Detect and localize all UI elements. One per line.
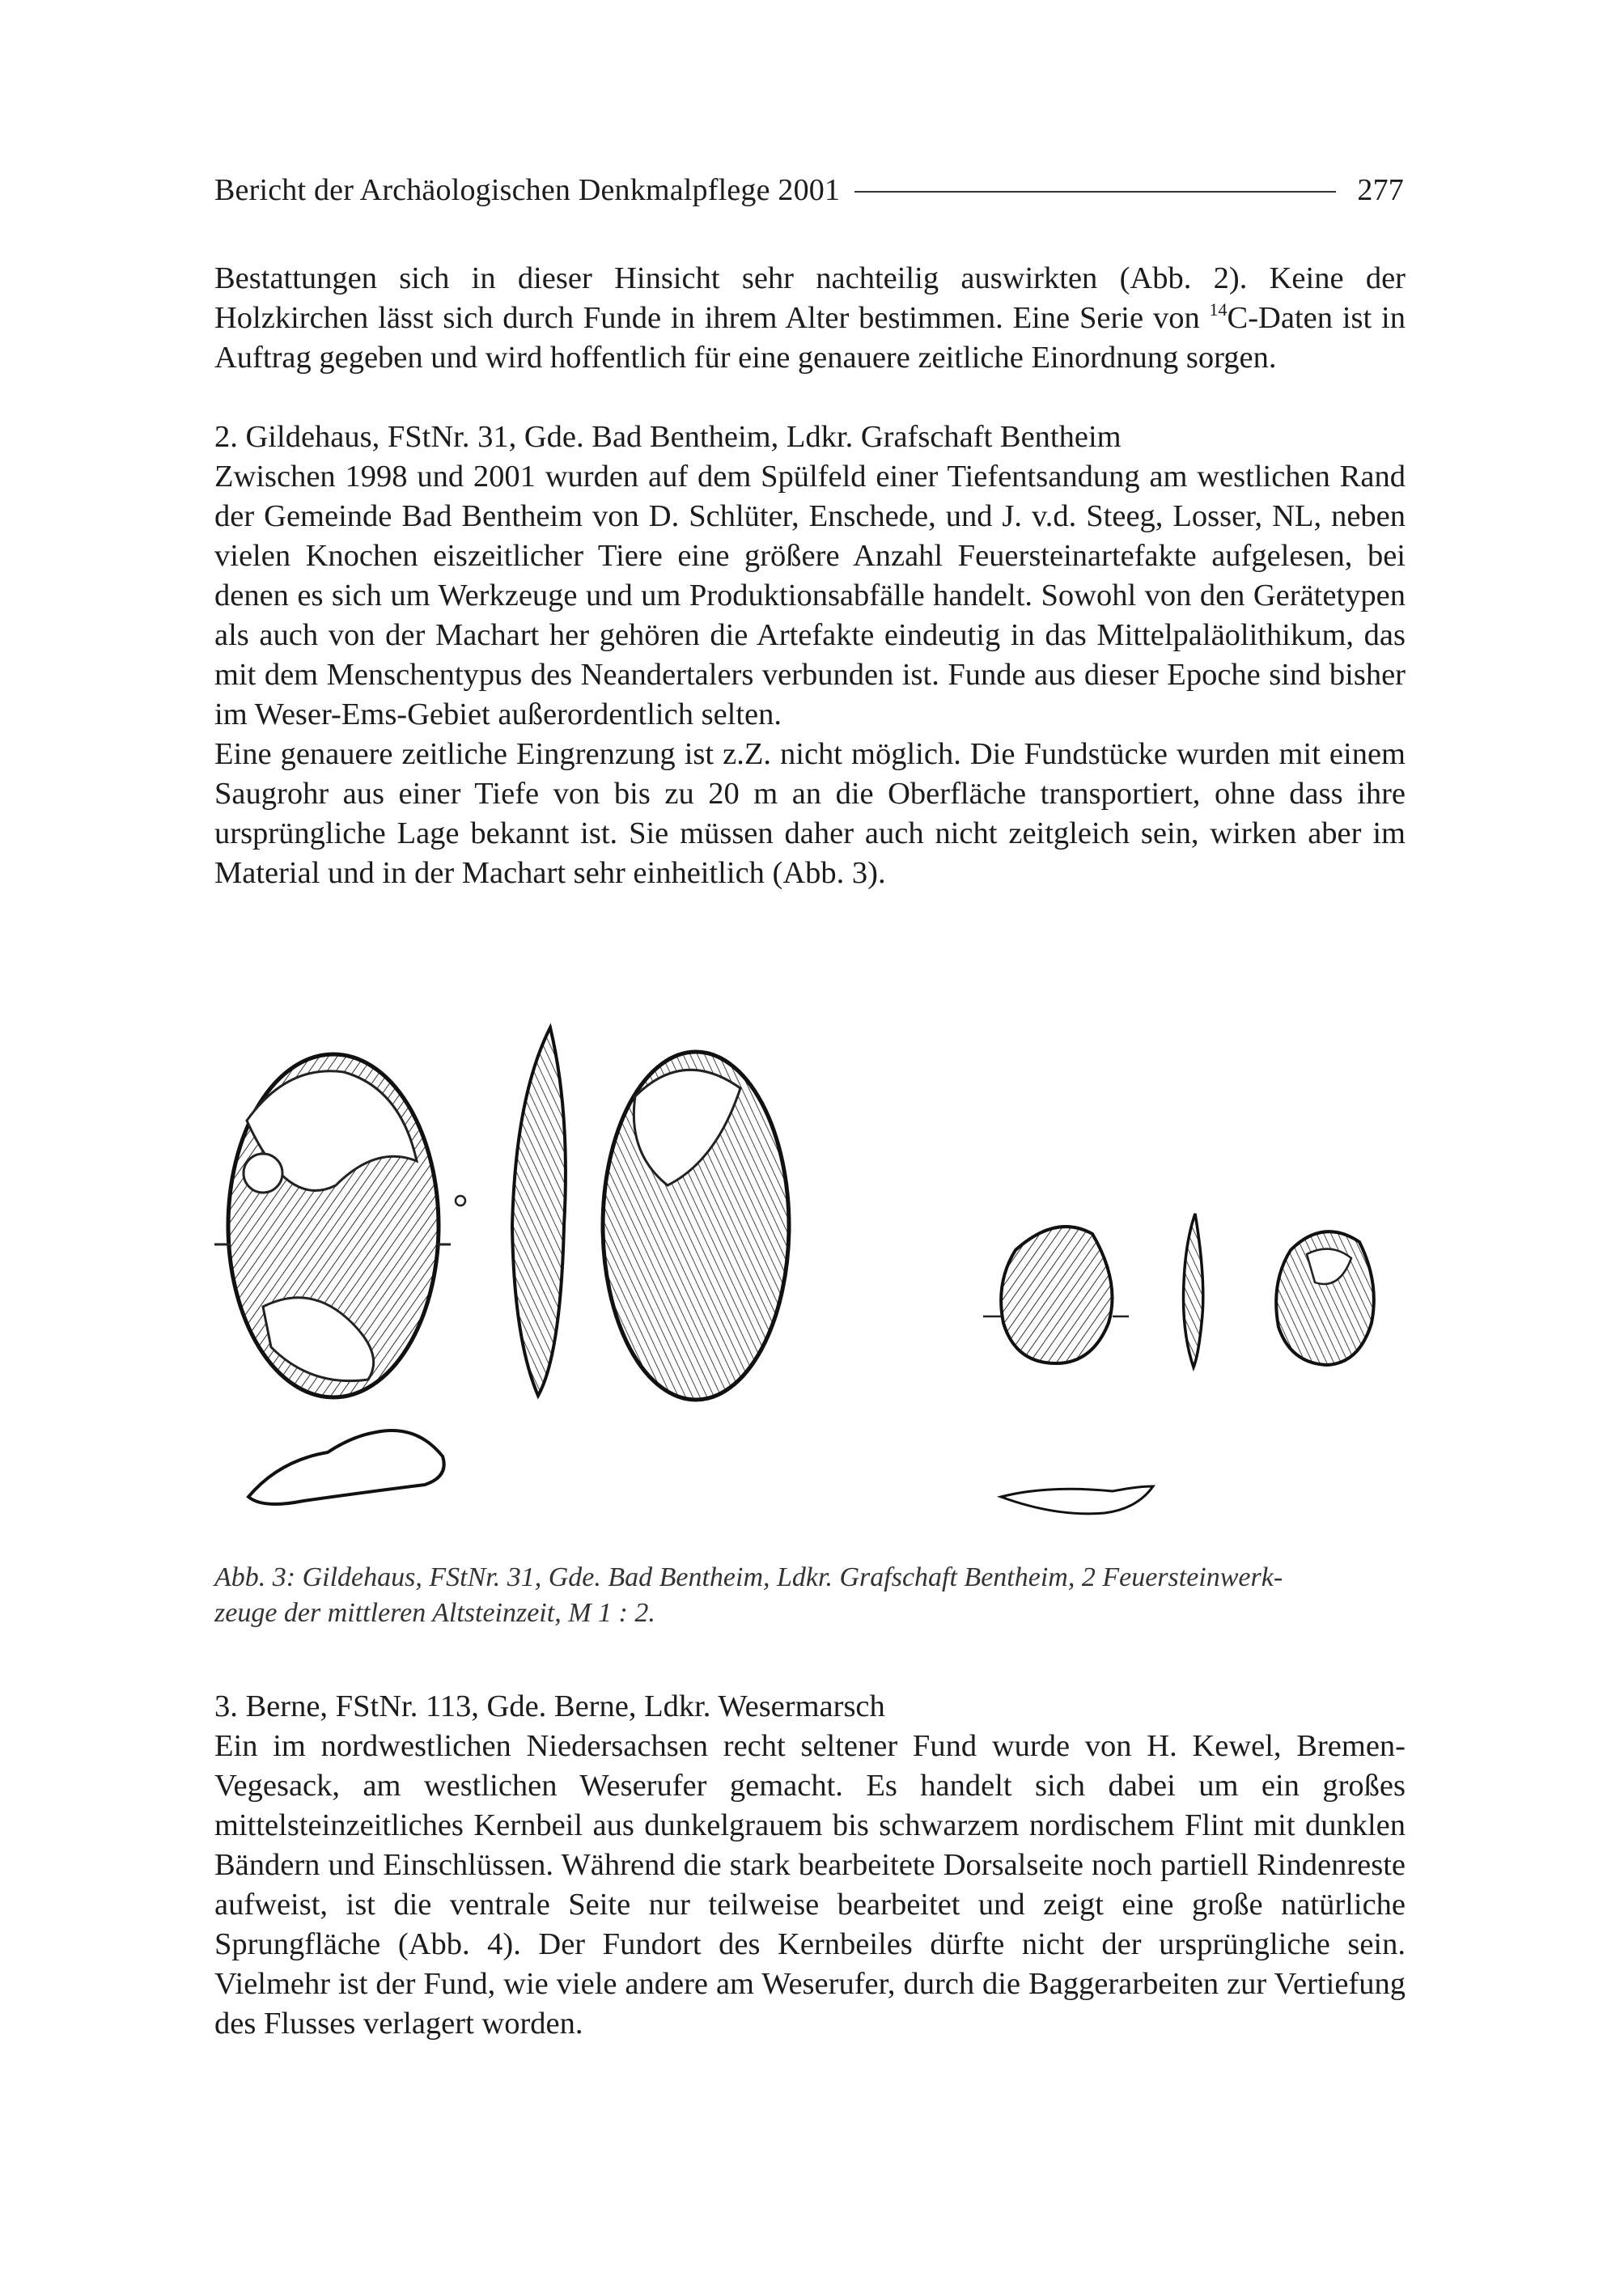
section-3-heading: 3. Berne, FStNr. 113, Gde. Berne, Ldkr. Wesermarsch bbox=[214, 1689, 885, 1723]
page-number: 277 bbox=[1357, 173, 1404, 207]
caption-line-1: Abb. 3: Gildehaus, FStNr. 31, Gde. Bad Bentheim, Ldkr. Grafschaft Bentheim, 2 Feuersteinwerk- bbox=[214, 1562, 1283, 1592]
large-tool-side-view bbox=[512, 1028, 566, 1396]
running-header bbox=[214, 170, 1404, 210]
large-tool-cross-section bbox=[248, 1430, 444, 1504]
isotope-superscript: 14 bbox=[1209, 299, 1228, 320]
intro-text-b: C-Daten ist in Auftrag gegeben und wird hoffentlich für eine genauere zeitliche Einordnung sorgen. bbox=[214, 301, 1406, 375]
intro-text-a: Bestattungen sich in dieser Hinsicht sehr nachteilig auswirkten (Abb. 2). Keine der Holzkirchen lässt sich durch Funde in ihrem Alter bestimmen. Eine Serie von bbox=[214, 261, 1406, 335]
header-rule bbox=[854, 191, 1336, 193]
section-2-paragraph-1: Zwischen 1998 und 2001 wurden auf dem Spülfeld einer Tiefentsandung am westlichen Rand der Gemeinde Bad Bentheim von D. Schlüter, Enschede, und J. v.d. Steeg, Losser, NL, neben vielen Knochen eiszeitlicher Tiere eine größere Anzahl Feuersteinartefakte aufgelesen, bei denen es sich um Werkzeuge und um Produktionsabfälle handelt. Sowohl von den Gerätetypen als auch von der Machart her gehören die Artefakte eindeutig in das Mittelpaläolithikum, das mit dem Menschentypus des Neandertalers verbunden ist. Funde aus dieser Epoche sind bisher im Weser-Ems-Gebiet außerordentlich selten. bbox=[214, 460, 1406, 731]
section-3 bbox=[214, 1687, 1406, 2044]
large-tool-back-view bbox=[603, 1052, 789, 1400]
figure-caption bbox=[214, 1560, 1428, 1631]
intro-paragraph bbox=[214, 259, 1406, 378]
small-tool-front-view bbox=[983, 1227, 1129, 1363]
running-title: Bericht der Archäologischen Denkmalpflege 2001 bbox=[214, 173, 841, 207]
section-2-heading: 2. Gildehaus, FStNr. 31, Gde. Bad Bentheim, Ldkr. Grafschaft Bentheim bbox=[214, 420, 1122, 454]
caption-line-2: zeuge der mittleren Altsteinzeit, M 1 : 2. bbox=[214, 1598, 655, 1628]
section-3-paragraph-1: Ein im nordwestlichen Niedersachsen recht seltener Fund wurde von H. Kewel, Bremen-Vegesack, am westlichen Weserufer gemacht. Es handelt sich dabei um ein großes mittelsteinzeitliches Kernbeil aus dunkelgrauem bis schwarzem nordischem Flint mit dunklen Bändern und Einschlüssen. Während die stark bearbeitete Dorsalseite noch partiell Rindenreste aufweist, ist die ventrale Seite nur teilweise bearbeitet und zeigt eine große natürliche Sprungfläche (Abb. 4). Der Fundort des Kernbeiles dürfte nicht der ursprüngliche sein. Vielmehr ist der Fund, wie viele andere am Weserufer, durch die Baggerarbeiten zur Vertiefung des Flusses verlagert worden. bbox=[214, 1729, 1406, 2041]
small-tool-back-view bbox=[1276, 1231, 1374, 1365]
figure-flint-tools bbox=[214, 1015, 1404, 1549]
large-tool-front-view bbox=[214, 1054, 465, 1397]
small-tool-cross-section bbox=[1001, 1486, 1153, 1514]
flint-tools-drawing bbox=[214, 1015, 1404, 1549]
small-tool-side-view bbox=[1184, 1214, 1203, 1367]
section-2-paragraph-2: Eine genauere zeitliche Eingrenzung ist z.Z. nicht möglich. Die Fundstücke wurden mit einem Saugrohr aus einer Tiefe von bis zu 20 m an die Oberfläche transportiert, ohne dass ihre ursprüngliche Lage bekannt ist. Sie müssen daher auch nicht zeitgleich sein, wirken aber im Material und in der Machart sehr einheitlich (Abb. 3). bbox=[214, 737, 1406, 890]
intro-text bbox=[214, 259, 1406, 893]
